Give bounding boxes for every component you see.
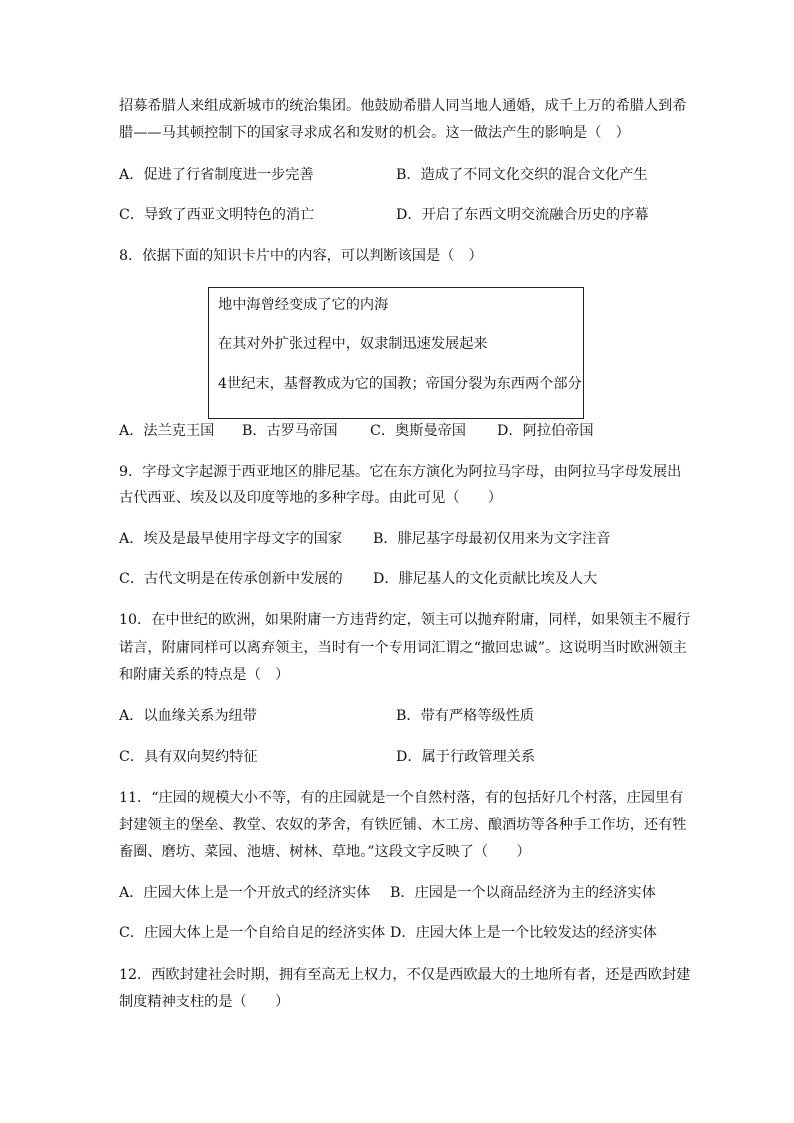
q12-stem-line-2: 制度精神支柱的是（ ） xyxy=(119,994,290,1010)
q11-option-b[interactable]: B．庄园是一个以商品经济为主的经济实体 xyxy=(390,885,656,901)
q9-option-a[interactable]: A．埃及是最早使用字母文字的国家 xyxy=(119,531,343,547)
q8-option-d[interactable]: D．阿拉伯帝国 xyxy=(497,423,594,439)
q10-stem-line-2: 诺言，附庸同样可以离弃领主，当时有一个专用词汇谓之“撤回忠诚”。这说明当时欧洲领主 xyxy=(119,640,687,656)
q9-option-b[interactable]: B．腓尼基字母最初仅用来为文字注音 xyxy=(373,531,611,547)
q9-stem-line-2: 古代西亚、埃及以及印度等地的多种字母。由此可见（ ） xyxy=(119,490,503,506)
q10-stem-line-1: 10．在中世纪的欧洲，如果附庸一方违背约定，领主可以抛弃附庸，同样，如果领主不履行 xyxy=(119,612,691,628)
q10-option-a[interactable]: A．以血缘关系为纽带 xyxy=(119,708,257,724)
card-line-1: 地中海曾经变成了它的内海 xyxy=(218,297,389,313)
q11-stem-line-3: 畜圈、磨坊、菜园、池塘、树林、草地。”这段文字反映了（ ） xyxy=(119,844,531,860)
q12-stem-line-1: 12．西欧封建社会时期，拥有至高无上权力，不仅是西欧最大的土地所有者，还是西欧封建 xyxy=(119,967,691,983)
q9-option-d[interactable]: D．腓尼基人的文化贡献比埃及人大 xyxy=(373,571,598,587)
knowledge-card xyxy=(208,287,584,419)
q7-stem-first: 招募希腊人来组成新城市的统治集团。他鼓励希腊人同当地人通婚，成千上万的希腊人到希 xyxy=(119,98,687,114)
q10-option-b[interactable]: B．带有严格等级性质 xyxy=(396,708,535,724)
q11-stem-line-1: 11．“庄园的规模大小不等，有的庄园就是一个自然村落，有的包括好几个村落，庄园里有 xyxy=(119,790,684,806)
q10-stem-line-3: 和附庸关系的特点是（ ） xyxy=(119,667,290,683)
q7-option-a[interactable]: A．促进了行省制度进一步完善 xyxy=(119,167,314,183)
card-line-3: 4世纪末，基督教成为它的国教；帝国分裂为东西两个部分 xyxy=(218,376,582,392)
q8-option-c[interactable]: C．奥斯曼帝国 xyxy=(370,423,466,439)
q11-option-a[interactable]: A．庄园大体上是一个开放式的经济实体 xyxy=(119,885,371,901)
q7-option-c[interactable]: C．导致了西亚文明特色的消亡 xyxy=(119,207,315,223)
q9-option-c[interactable]: C．古代文明是在传承创新中发展的 xyxy=(119,571,343,587)
q10-option-c[interactable]: C．具有双向契约特征 xyxy=(119,749,258,765)
q8-option-b[interactable]: B．古罗马帝国 xyxy=(242,423,338,439)
card-line-2: 在其对外扩张过程中，奴隶制迅速发展起来 xyxy=(218,336,488,352)
q7-option-b[interactable]: B．造成了不同文化交织的混合文化产生 xyxy=(396,167,648,183)
q11-option-c[interactable]: C．庄园大体上是一个自给自足的经济实体 xyxy=(119,925,386,941)
q10-option-d[interactable]: D．属于行政管理关系 xyxy=(396,749,536,765)
q8-stem: 8．依据下面的知识卡片中的内容，可以判断该国是（ ） xyxy=(119,248,483,264)
q11-option-d[interactable]: D．庄园大体上是一个比较发达的经济实体 xyxy=(390,925,657,941)
q7-option-d[interactable]: D．开启了东西文明交流融合历史的序幕 xyxy=(396,207,649,223)
q8-option-a[interactable]: A．法兰克王国 xyxy=(119,423,215,439)
q7-stem-second: 腊——马其顿控制下的国家寻求成名和发财的机会。这一做法产生的影响是（ ） xyxy=(119,125,630,141)
q9-stem-line-1: 9．字母文字起源于西亚地区的腓尼基。它在东方演化为阿拉马字母，由阿拉马字母发展出 xyxy=(119,464,682,480)
q11-stem-line-2: 封建领主的堡垒、教堂、农奴的茅舍，有铁匠铺、木工房、酿酒坊等各种手工作坊，还有牲 xyxy=(119,817,687,833)
